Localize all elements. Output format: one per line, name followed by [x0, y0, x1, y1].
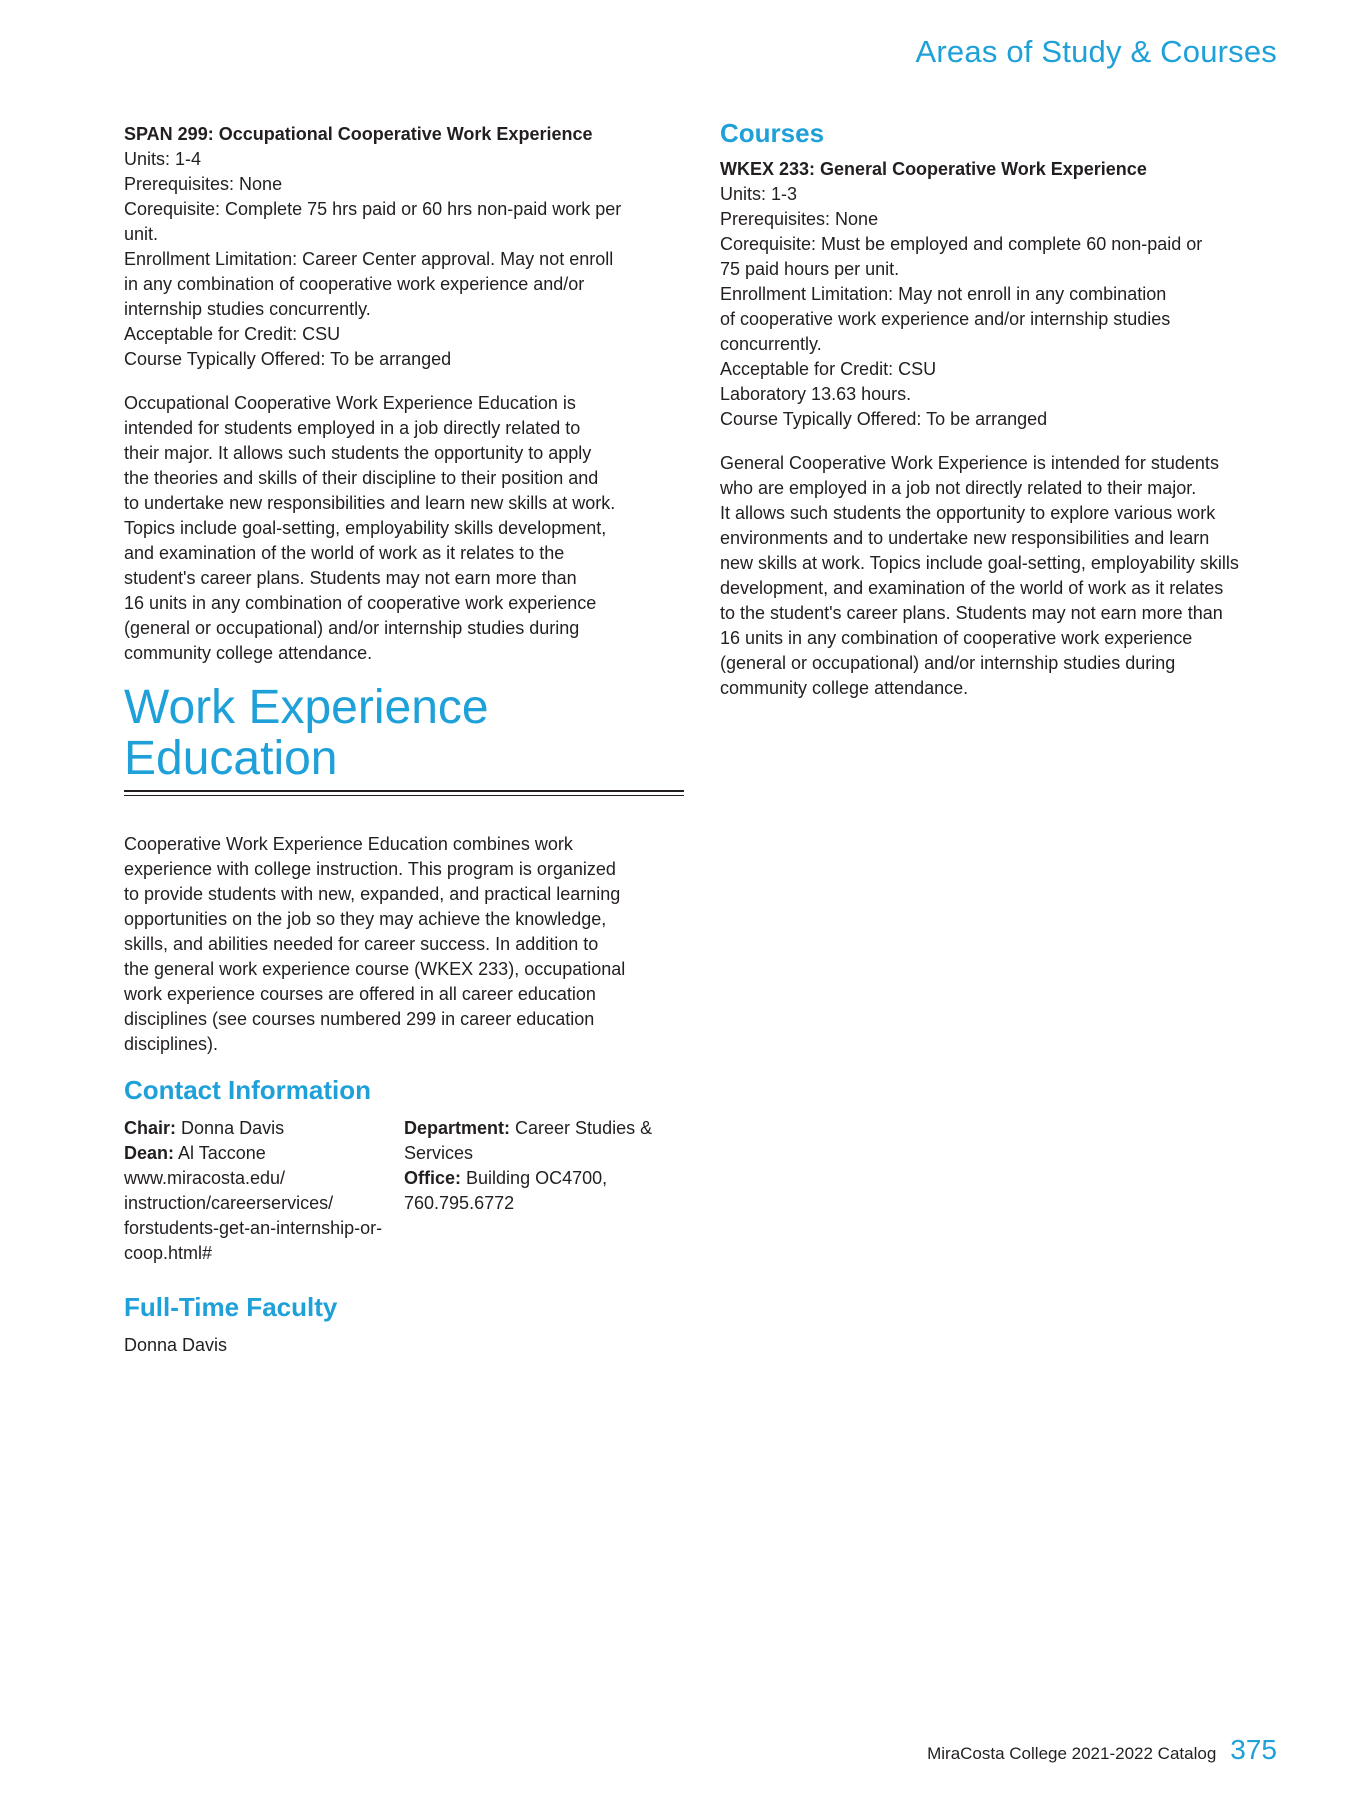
contact-heading: Contact Information: [124, 1075, 371, 1105]
intro-line: to provide students with new, expanded, and practical learning: [124, 884, 621, 904]
description-line: to the student's career plans. Students may not earn more than: [720, 603, 1223, 623]
office-value: Building OC4700,: [466, 1168, 608, 1188]
contact-column-location: [404, 1116, 684, 1266]
course-detail-line: concurrently.: [720, 334, 822, 354]
page-footer: [927, 1734, 1277, 1766]
office-phone: 760.795.6772: [404, 1193, 515, 1213]
course-detail-line: Prerequisites: None: [720, 209, 879, 229]
intro-line: disciplines (see courses numbered 299 in career education: [124, 1009, 595, 1029]
course-detail-line: Corequisite: Must be employed and complete 60 non-paid or: [720, 234, 1203, 254]
intro-line: disciplines).: [124, 1034, 219, 1054]
description-line: and examination of the world of work as it relates to the: [124, 543, 565, 563]
description-line: the theories and skills of their discipline to their position and: [124, 468, 599, 488]
course-title: WKEX 233: General Cooperative Work Experience: [720, 159, 1147, 179]
office-row: [404, 1166, 684, 1191]
course-detail-line: of cooperative work experience and/or internship studies: [720, 309, 1171, 329]
department-value: Career Studies &: [515, 1118, 653, 1138]
intro-line: Cooperative Work Experience Education combines work: [124, 834, 573, 854]
description-line: to undertake new responsibilities and learn new skills at work.: [124, 493, 616, 513]
course-detail-line: Course Typically Offered: To be arranged: [124, 349, 452, 369]
faculty-name: Donna Davis: [124, 1335, 228, 1355]
description-line: 16 units in any combination of cooperative work experience: [124, 593, 597, 613]
chair-label: Chair:: [124, 1118, 177, 1138]
course-detail-line: Course Typically Offered: To be arranged: [720, 409, 1048, 429]
description-line: General Cooperative Work Experience is intended for students: [720, 453, 1219, 473]
description-line: environments and to undertake new responsibilities and learn: [720, 528, 1210, 548]
description-line: development, and examination of the world of work as it relates: [720, 578, 1224, 598]
course-detail-line: Acceptable for Credit: CSU: [124, 324, 341, 344]
department-row: [404, 1116, 684, 1141]
chair-value: Donna Davis: [181, 1118, 285, 1138]
right-column: [720, 118, 1280, 701]
course-detail-line: unit.: [124, 224, 159, 244]
course-detail-line: Corequisite: Complete 75 hrs paid or 60 hrs non-paid work per: [124, 199, 622, 219]
url-line: www.miracosta.edu/: [124, 1168, 286, 1188]
description-line: Occupational Cooperative Work Experience Education is: [124, 393, 576, 413]
intro-line: work experience courses are offered in all career education: [124, 984, 596, 1004]
description-line: community college attendance.: [720, 678, 969, 698]
description-line: intended for students employed in a job directly related to: [124, 418, 581, 438]
description-line: (general or occupational) and/or internship studies during: [720, 653, 1176, 673]
description-line: who are employed in a job not directly related to their major.: [720, 478, 1197, 498]
program-title-line: Work Experience: [124, 681, 489, 734]
intro-line: skills, and abilities needed for career success. In addition to: [124, 934, 599, 954]
courses-heading: Courses: [720, 118, 825, 148]
program-title: [124, 682, 684, 784]
description-line: community college attendance.: [124, 643, 373, 663]
title-divider: [124, 790, 684, 796]
department-value-cont: Services: [404, 1143, 474, 1163]
description-line: It allows such students the opportunity to explore various work: [720, 503, 1216, 523]
intro-line: opportunities on the job so they may achieve the knowledge,: [124, 909, 607, 929]
description-line: 16 units in any combination of cooperative work experience: [720, 628, 1193, 648]
dean-row: [124, 1141, 404, 1166]
chair-row: [124, 1116, 404, 1141]
course-description: [720, 451, 1280, 701]
course-detail-line: Units: 1-4: [124, 149, 202, 169]
url-line: instruction/careerservices/: [124, 1193, 334, 1213]
left-column: [124, 122, 684, 1358]
description-line: student's career plans. Students may not earn more than: [124, 568, 577, 588]
course-detail-line: internship studies concurrently.: [124, 299, 371, 319]
description-line: Topics include goal-setting, employability skills development,: [124, 518, 607, 538]
course-detail-line: Laboratory 13.63 hours.: [720, 384, 912, 404]
section-header: Areas of Study & Courses: [915, 34, 1277, 69]
url-line: coop.html#: [124, 1243, 213, 1263]
faculty-heading: Full-Time Faculty: [124, 1292, 338, 1322]
course-description: [124, 391, 684, 666]
course-detail-line: Units: 1-3: [720, 184, 798, 204]
contact-info: [124, 1116, 684, 1266]
course-title: SPAN 299: Occupational Cooperative Work Experience: [124, 124, 593, 144]
program-intro: [124, 832, 684, 1057]
intro-line: experience with college instruction. This program is organized: [124, 859, 616, 879]
description-line: new skills at work. Topics include goal-setting, employability skills: [720, 553, 1239, 573]
intro-line: the general work experience course (WKEX 233), occupational: [124, 959, 626, 979]
course-detail-line: Enrollment Limitation: Career Center approval. May not enroll: [124, 249, 614, 269]
contact-column-people: [124, 1116, 404, 1266]
dean-label: Dean:: [124, 1143, 175, 1163]
url-line: forstudents-get-an-internship-or-: [124, 1218, 383, 1238]
course-detail-line: Enrollment Limitation: May not enroll in any combination: [720, 284, 1167, 304]
course-detail-line: Prerequisites: None: [124, 174, 283, 194]
course-detail-line: Acceptable for Credit: CSU: [720, 359, 937, 379]
description-line: their major. It allows such students the opportunity to apply: [124, 443, 592, 463]
program-title-line: Education: [124, 732, 338, 785]
course-detail-line: 75 paid hours per unit.: [720, 259, 900, 279]
course-span-299: [124, 122, 684, 666]
catalog-name: MiraCosta College 2021-2022 Catalog: [927, 1744, 1217, 1763]
page-number: 375: [1230, 1734, 1277, 1765]
department-label: Department:: [404, 1118, 511, 1138]
dean-value: Al Taccone: [178, 1143, 266, 1163]
description-line: (general or occupational) and/or internship studies during: [124, 618, 580, 638]
contact-url-link[interactable]: [124, 1166, 404, 1266]
office-label: Office:: [404, 1168, 462, 1188]
course-detail-line: in any combination of cooperative work experience and/or: [124, 274, 585, 294]
course-wkex-233: [720, 157, 1280, 701]
